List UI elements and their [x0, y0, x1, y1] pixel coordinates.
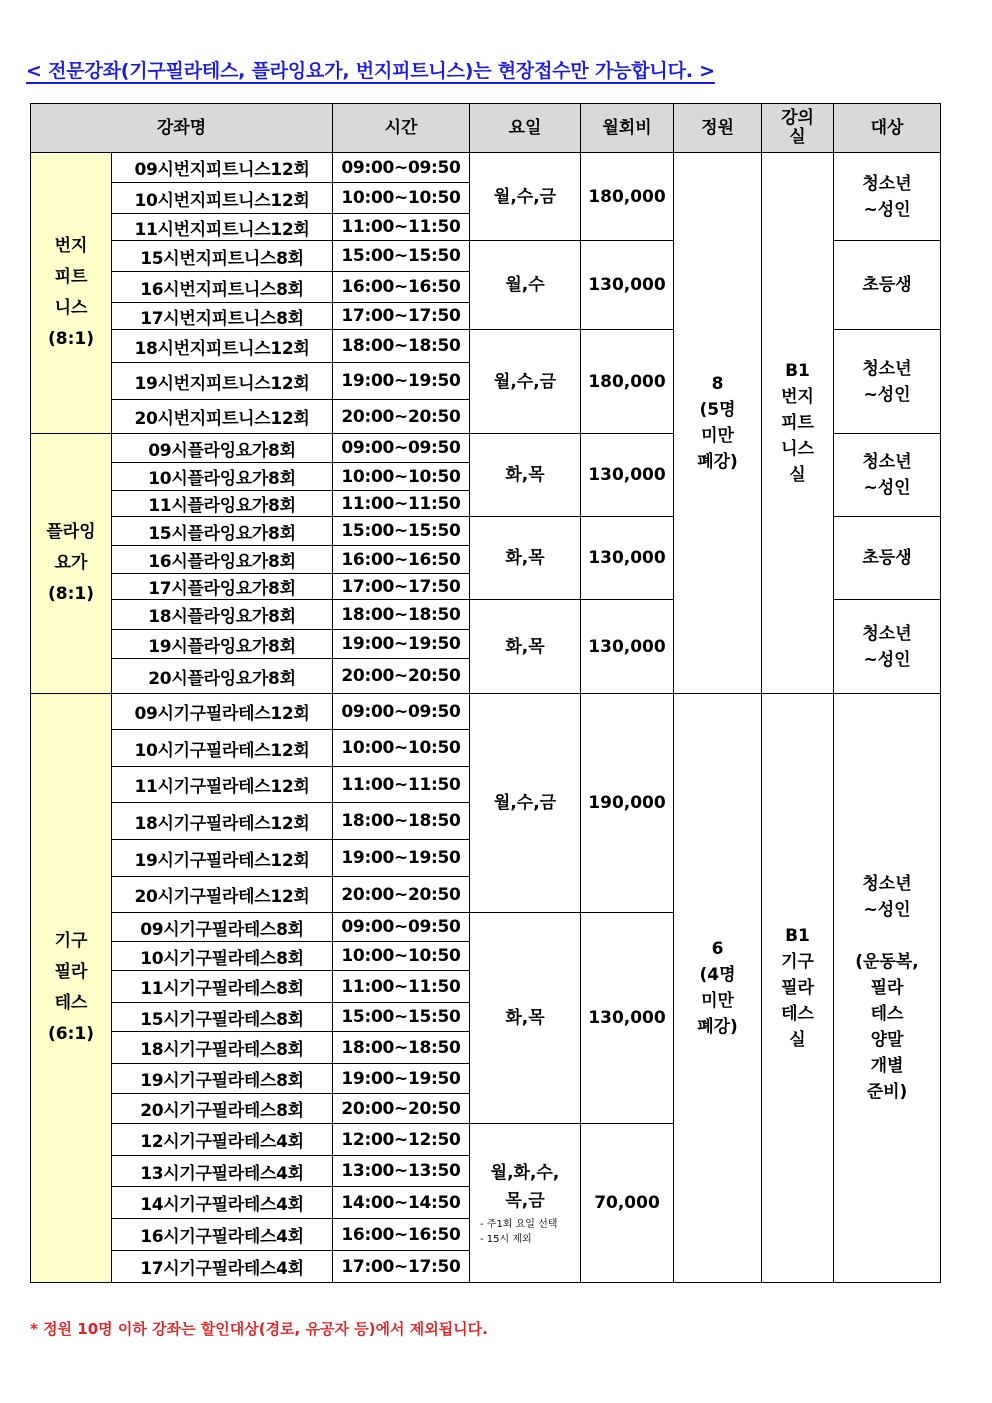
- course-time: 17:00~17:50: [333, 303, 470, 330]
- room-bungee_flying: B1 번지 피트 니스 실: [762, 153, 834, 694]
- course-name: 09시플라잉요가8회: [112, 434, 333, 463]
- course-time: 18:00~18:50: [333, 803, 470, 840]
- course-name: 20시번지피트니스12회: [112, 400, 333, 434]
- days-text: 화,목: [505, 636, 545, 657]
- course-days: [470, 153, 581, 241]
- course-fee: 70,000: [581, 1124, 674, 1283]
- course-days: [470, 694, 581, 913]
- days-text: 화,목: [505, 548, 545, 568]
- header-target: 대상: [834, 104, 941, 153]
- course-name: 20시기구필라테스12회: [112, 877, 333, 913]
- course-time: 19:00~19:50: [333, 630, 470, 659]
- course-name: 10시기구필라테스12회: [112, 730, 333, 767]
- days-text: 월,화,수, 목,금: [490, 1163, 560, 1211]
- course-time: 18:00~18:50: [333, 1032, 470, 1064]
- course-time: 18:00~18:50: [333, 330, 470, 363]
- course-days: [470, 330, 581, 434]
- course-time: 16:00~16:50: [333, 272, 470, 303]
- course-time: 11:00~11:50: [333, 491, 470, 517]
- days-note: - 주1회 요일 선택 - 15시 제외: [480, 1219, 558, 1245]
- course-days: [470, 517, 581, 600]
- days-text: 월,수,금: [493, 371, 557, 392]
- course-fee: 190,000: [581, 694, 674, 913]
- course-name: 12시기구필라테스4회: [112, 1124, 333, 1156]
- course-name: 15시번지피트니스8회: [112, 241, 333, 272]
- course-time: 20:00~20:50: [333, 1094, 470, 1124]
- course-name: 18시플라잉요가8회: [112, 600, 333, 630]
- header-course: 강좌명: [31, 104, 333, 153]
- course-name: 15시기구필라테스8회: [112, 1003, 333, 1032]
- course-time: 14:00~14:50: [333, 1187, 470, 1219]
- course-time: 11:00~11:50: [333, 767, 470, 803]
- schedule-body: [31, 153, 941, 1283]
- course-time: 09:00~09:50: [333, 913, 470, 942]
- table-row: [31, 694, 941, 730]
- course-name: 18시기구필라테스8회: [112, 1032, 333, 1064]
- course-schedule-table: [30, 103, 941, 1283]
- course-name: 19시기구필라테스8회: [112, 1064, 333, 1094]
- target-audience: 청소년 ~성인 (운동복, 필라 테스 양말 개별 준비): [834, 694, 941, 1283]
- days-text: 월,수,금: [493, 186, 557, 207]
- room-pilates: B1 기구 필라 테스 실: [762, 694, 834, 1283]
- target-audience: 초등생: [834, 517, 941, 600]
- course-days: [470, 241, 581, 330]
- course-name: 20시기구필라테스8회: [112, 1094, 333, 1124]
- course-name: 16시플라잉요가8회: [112, 546, 333, 574]
- course-name: 11시플라잉요가8회: [112, 491, 333, 517]
- course-time: 20:00~20:50: [333, 877, 470, 913]
- course-name: 09시기구필라테스8회: [112, 913, 333, 942]
- course-name: 10시기구필라테스8회: [112, 942, 333, 971]
- course-fee: 130,000: [581, 241, 674, 330]
- header-row: [31, 104, 941, 153]
- course-fee: 130,000: [581, 913, 674, 1124]
- course-time: 09:00~09:50: [333, 694, 470, 730]
- target-audience: 청소년 ~성인: [834, 434, 941, 517]
- course-name: 11시번지피트니스12회: [112, 214, 333, 241]
- course-name: 10시플라잉요가8회: [112, 463, 333, 491]
- course-time: 10:00~10:50: [333, 730, 470, 767]
- course-name: 15시플라잉요가8회: [112, 517, 333, 546]
- course-time: 13:00~13:50: [333, 1156, 470, 1187]
- course-name: 14시기구필라테스4회: [112, 1187, 333, 1219]
- course-fee: 130,000: [581, 434, 674, 517]
- course-fee: 130,000: [581, 517, 674, 600]
- course-name: 18시기구필라테스12회: [112, 803, 333, 840]
- days-text: 월,수,금: [493, 793, 557, 813]
- days-text: 화,목: [505, 465, 545, 485]
- course-name: 17시플라잉요가8회: [112, 574, 333, 600]
- course-fee: 180,000: [581, 153, 674, 241]
- course-fee: 180,000: [581, 330, 674, 434]
- course-days: [470, 913, 581, 1124]
- course-name: 10시번지피트니스12회: [112, 183, 333, 214]
- course-time: 18:00~18:50: [333, 600, 470, 630]
- days-text: 화,목: [505, 1008, 545, 1028]
- header-room: 강의 실: [762, 104, 834, 153]
- header-time: 시간: [333, 104, 470, 153]
- course-days: [470, 434, 581, 517]
- course-name: 19시번지피트니스12회: [112, 363, 333, 400]
- course-time: 20:00~20:50: [333, 400, 470, 434]
- course-time: 19:00~19:50: [333, 363, 470, 400]
- course-name: 17시기구필라테스4회: [112, 1251, 333, 1283]
- course-fee: 130,000: [581, 600, 674, 694]
- course-time: 09:00~09:50: [333, 434, 470, 463]
- course-time: 10:00~10:50: [333, 942, 470, 971]
- capacity-pilates: 6 (4명 미만 폐강): [674, 694, 762, 1283]
- target-audience: 청소년 ~성인: [834, 330, 941, 434]
- course-time: 12:00~12:50: [333, 1124, 470, 1156]
- course-name: 09시기구필라테스12회: [112, 694, 333, 730]
- course-name: 19시기구필라테스12회: [112, 840, 333, 877]
- course-name: 19시플라잉요가8회: [112, 630, 333, 659]
- course-time: 19:00~19:50: [333, 1064, 470, 1094]
- course-days: [470, 600, 581, 694]
- days-text: 월,수: [505, 275, 545, 295]
- course-name: 18시번지피트니스12회: [112, 330, 333, 363]
- page-title: < 전문강좌(기구필라테스, 플라잉요가, 번지피트니스)는 현장접수만 가능합니다. >: [26, 60, 715, 82]
- course-time: 17:00~17:50: [333, 1251, 470, 1283]
- header-fee: 월회비: [581, 104, 674, 153]
- course-time: 11:00~11:50: [333, 214, 470, 241]
- table-row: [31, 153, 941, 183]
- course-time: 10:00~10:50: [333, 183, 470, 214]
- course-name: 11시기구필라테스12회: [112, 767, 333, 803]
- course-name: 20시플라잉요가8회: [112, 659, 333, 694]
- footnote: * 정원 10명 이하 강좌는 할인대상(경로, 유공자 등)에서 제외됩니다.: [30, 1320, 488, 1338]
- header-days: 요일: [470, 104, 581, 153]
- course-days: [470, 1124, 581, 1283]
- course-name: 17시번지피트니스8회: [112, 303, 333, 330]
- course-time: 10:00~10:50: [333, 463, 470, 491]
- course-time: 15:00~15:50: [333, 517, 470, 546]
- course-name: 16시번지피트니스8회: [112, 272, 333, 303]
- category-bungee: 번지 피트 니스 (8:1): [31, 153, 112, 434]
- course-time: 16:00~16:50: [333, 1219, 470, 1251]
- target-audience: 초등생: [834, 241, 941, 330]
- course-time: 15:00~15:50: [333, 241, 470, 272]
- course-time: 17:00~17:50: [333, 574, 470, 600]
- course-time: 20:00~20:50: [333, 659, 470, 694]
- target-audience: 청소년 ~성인: [834, 600, 941, 694]
- course-time: 15:00~15:50: [333, 1003, 470, 1032]
- course-name: 16시기구필라테스4회: [112, 1219, 333, 1251]
- course-time: 09:00~09:50: [333, 153, 470, 183]
- course-name: 09시번지피트니스12회: [112, 153, 333, 183]
- course-time: 16:00~16:50: [333, 546, 470, 574]
- course-name: 13시기구필라테스4회: [112, 1156, 333, 1187]
- course-name: 11시기구필라테스8회: [112, 971, 333, 1003]
- course-time: 11:00~11:50: [333, 971, 470, 1003]
- capacity-bungee_flying: 8 (5명 미만 폐강): [674, 153, 762, 694]
- course-time: 19:00~19:50: [333, 840, 470, 877]
- category-pilates: 기구 필라 테스 (6:1): [31, 694, 112, 1283]
- target-audience: 청소년 ~성인: [834, 153, 941, 241]
- category-flying: 플라잉 요가 (8:1): [31, 434, 112, 694]
- header-capacity: 정원: [674, 104, 762, 153]
